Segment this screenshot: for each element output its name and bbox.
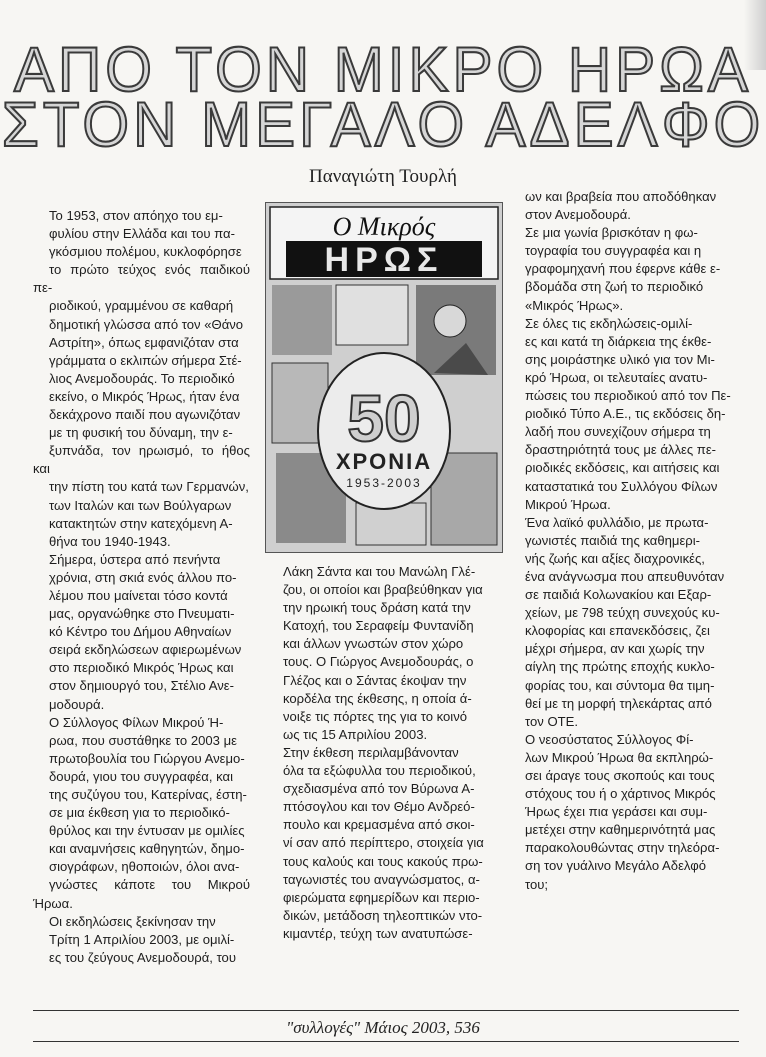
text-line: στον Ανεμοδουρά.	[525, 207, 631, 223]
text-line: εκείνο, ο Μικρός Ήρως, ήταν ένα	[49, 388, 240, 404]
text-line: στο περιοδικό Μικρός Ήρως και	[49, 660, 234, 676]
paragraph	[509, 514, 737, 731]
text-line: δραστηριότητά τους με άλλες πε-	[525, 442, 717, 458]
text-line: φιερώματα εφημερίδων και περιο-	[283, 889, 480, 905]
text-line: Τρίτη 1 Απριλίου 2003, με ομιλί-	[49, 931, 235, 947]
text-line: σε παιδιά Κολωνακίου και Εξαρ-	[525, 587, 712, 603]
article-column-right	[509, 188, 737, 894]
text-line: ριοδικές εκδόσεις, και αιτήσεις και	[525, 460, 720, 476]
cover-badge-text: ΧΡΟΝΙΑ	[335, 449, 433, 474]
text-line: το πρώτο τεύχος ενός παιδικού πε-	[33, 262, 250, 296]
text-line: της συζύγου του, Κατερίνας, έστη-	[49, 787, 247, 802]
text-line: πουλο και κρεμασμένα από σκοι-	[283, 817, 475, 833]
text-line: θεί με τη μορφή τηλεκάρτας από	[525, 695, 712, 711]
text-line: και άλλων γνωστών στον χώρο	[283, 636, 464, 652]
text-line: λιος Ανεμοδουράς. Το περιοδικό	[49, 370, 235, 386]
text-line: σιογράφων, ηθοποιών, όλοι ανα-	[49, 859, 240, 875]
text-line: λων Μικρού Ήρωα θα εκπληρώ-	[525, 749, 714, 765]
text-line: μοδουρά.	[49, 696, 105, 712]
text-line: πώσεις του περιοδικού από τον Πε-	[525, 388, 731, 404]
text-line: Οι εκδηλώσεις ξεκίνησαν την	[49, 913, 216, 929]
text-line: γωνιστές παιδιά της καθημερι-	[525, 532, 701, 548]
text-line: την ηρωική τους δράση κατά την	[283, 600, 471, 616]
page-footer: "συλλογές" Μάιος 2003, 536	[286, 1018, 480, 1037]
text-line: νής ζωής και αξίες διαχρονικές,	[525, 550, 705, 566]
text-line: κρό Ήρωα, οι τελευταίες ανατυ-	[525, 369, 708, 385]
text-line: Μικρού Ήρωα.	[525, 496, 611, 512]
text-line: Σε όλες τις εκδηλώσεις-ομιλί-	[525, 315, 693, 331]
text-line: Γλέζος και ο Σάντας έκοψαν την	[283, 672, 467, 688]
text-line: λέμου που μαίνεται τόσο κοντά	[49, 587, 228, 603]
text-line: Στην έκθεση περιλαμβάνονταν	[283, 744, 459, 760]
magazine-cover-image	[265, 202, 503, 553]
text-line: γνώστες κάποτε του Μικρού Ήρωα.	[33, 877, 250, 911]
text-line: Αστρίτη», όπως εμφανιζόταν στα	[49, 334, 239, 350]
text-line: πτόσογλου και τον Θέμο Ανδρεό-	[283, 799, 475, 815]
paragraph	[509, 224, 737, 314]
text-line: γράμματα ο εκλιπών σήμερα Στέ-	[49, 352, 242, 368]
text-line: νοιξε τις πόρτες της για το κοινό	[283, 708, 468, 724]
text-line: νί σαν από περίπτερο, στοιχεία για	[283, 835, 484, 851]
text-line: τους καλούς και τους κακούς πρω-	[283, 853, 483, 869]
text-line: χείων, με 798 τεύχη συνεχούς κυ-	[525, 605, 720, 621]
text-line: Ο νεοσύστατος Σύλλογος Φί-	[525, 731, 694, 747]
text-line: θήνα του 1940-1943.	[49, 533, 171, 549]
text-line: σε μια έκθεση για το περιοδικό-	[49, 805, 230, 821]
text-line: παρακολουθώντας στην τηλεόρα-	[525, 840, 720, 856]
text-line: Λάκη Σάντα και του Μανώλη Γλέ-	[283, 564, 476, 579]
article-title-line-2: ΣΤΟΝ ΜΕΓΑΛΟ ΑΔΕΛΦΟ	[1, 89, 765, 160]
text-line: γκόσμιου πολέμου, κυκλοφόρησε	[49, 244, 242, 260]
paragraph	[267, 744, 501, 943]
paragraph	[267, 563, 501, 744]
cover-title-text: Ο Μικρός	[332, 212, 436, 241]
article-title-line-1: ΑΠΟ ΤΟΝ ΜΙΚΡΟ ΗΡΩΑ	[13, 34, 753, 105]
footer-rule-bottom	[33, 1041, 739, 1042]
article-column-left	[33, 207, 250, 967]
paragraph	[33, 207, 250, 551]
text-line: πρωτοβουλία του Γιώργου Ανεμο-	[49, 750, 245, 766]
cover-illustration	[266, 203, 502, 552]
text-line: ταγωνιστές του αναγνώσματος, α-	[283, 871, 480, 887]
text-line: δουρά, γιου του συγγραφέα, και	[49, 768, 234, 784]
text-line: κλοφορίας και επανεκδόσεις, ζει	[525, 623, 710, 639]
article-author: Παναγιώτη Τουρλή	[309, 166, 457, 187]
text-line: μέχρι σήμερα, αν και χωρίς την	[525, 641, 705, 657]
text-line: ξυπνάδα, τον ηρωισμό, το ήθος και	[33, 443, 250, 477]
text-line: Το 1953, στον απόηχο του εμ-	[49, 208, 223, 223]
text-line: στον δημιουργό του, Στέλιο Ανε-	[49, 678, 234, 694]
text-line: τον ΟΤΕ.	[525, 713, 579, 729]
paragraph	[509, 731, 737, 894]
cover-badge-years: 1953-2003	[346, 476, 422, 490]
text-line: φορίας του, και σύντομα θα τιμη-	[525, 677, 715, 693]
article-column-middle	[267, 563, 501, 943]
text-line: Σε μια γωνία βρισκόταν η φω-	[525, 225, 698, 241]
text-line: γραφομηχανή που έφερνε κάθε ε-	[525, 261, 721, 277]
text-line: Σήμερα, ύστερα από πενήντα	[49, 551, 221, 567]
text-line: ες του ζεύγους Ανεμοδουρά, του	[49, 949, 237, 965]
text-line: Ένα λαϊκό φυλλάδιο, με πρωτα-	[525, 514, 709, 530]
text-line: δημοτική γλώσσα από τον «Θάνο	[49, 316, 244, 332]
text-line: σειρά εκδηλώσεων αφιερωμένων	[49, 642, 242, 658]
text-line: Ο Σύλλογος Φίλων Μικρού Ή-	[49, 714, 224, 730]
paragraph	[509, 188, 737, 224]
paragraph	[33, 551, 250, 714]
text-line: στόχους του ή ο χάρτινος Μικρός	[525, 786, 716, 802]
text-line: σης μοιράστηκε υλικό για τον Μι-	[525, 351, 715, 367]
text-line: τογραφία του συγγραφέα και η	[525, 243, 702, 259]
text-line: ως τις 15 Απριλίου 2003.	[283, 726, 428, 742]
text-line: κιμαντέρ, τεύχη των ανατυπώσε-	[283, 925, 473, 941]
text-line: Κατοχή, του Σεραφείμ Φυντανίδη	[283, 618, 474, 634]
text-line: ριοδικό Τύπο Α.Ε., τις εκδόσεις δη-	[525, 406, 726, 422]
text-line: την πίστη του κατά των Γερμανών,	[49, 479, 249, 495]
text-line: κορδέλα της έκθεσης, η οποία ά-	[283, 690, 472, 706]
text-line: κατακτητών στην κατεχόμενη Α-	[49, 515, 233, 531]
text-line: ένα ανάγνωσμα που απευθυνόταν	[525, 568, 725, 584]
text-line: ζου, οι οποίοι και βραβεύθηκαν για	[283, 582, 483, 598]
text-line: ων και βραβεία που αποδόθηκαν	[525, 189, 717, 204]
text-line: καταστατικά του Συλλόγου Φίλων	[525, 478, 718, 494]
text-line: με τη φυσική του δύναμη, την ε-	[49, 425, 233, 441]
paragraph	[509, 315, 737, 514]
text-line: μετέχει στην καθημερινότητά μας	[525, 822, 716, 838]
text-line: φυλίου στην Ελλάδα και του πα-	[49, 226, 235, 242]
paragraph	[33, 714, 250, 913]
text-line: και αναμνήσεις καθηγητών, δημο-	[49, 841, 245, 857]
text-line: χρόνια, στη σκιά ενός άλλου πο-	[49, 569, 237, 585]
text-line: θρύλος και την έντυσαν με ομιλίες	[49, 823, 245, 839]
paragraph	[33, 913, 250, 967]
text-line: μας, οργανώθηκε στο Πνευματι-	[49, 606, 235, 622]
text-line: σει άραγε τους σκοπούς και τους	[525, 768, 715, 783]
text-line: σχεδιασμένα από τον Βύρωνα Α-	[283, 781, 475, 797]
text-line: όλα τα εξώφυλλα του περιοδικού,	[283, 763, 476, 779]
cover-badge-number: 50	[347, 381, 421, 455]
text-line: ες και κατά τη διάρκεια της έκθε-	[525, 333, 712, 349]
text-line: «Μικρός Ήρως».	[525, 297, 624, 313]
text-line: των Ιταλών και των Βούλγαρων	[49, 497, 232, 513]
text-line: ριοδικού, γραμμένου σε καθαρή	[49, 298, 234, 314]
text-line: δικών, μετάδοση τηλεοπτικών ντο-	[283, 907, 483, 923]
text-line: αίγλη της πρώτης εποχής κυκλο-	[525, 659, 715, 675]
text-line: λαδή που συνεχίζουν σήμερα τη	[525, 424, 711, 440]
text-line: δεκάχρονο παιδί που αγωνιζόταν	[49, 407, 241, 423]
text-line: του;	[525, 876, 549, 892]
footer-rule-top	[33, 1010, 739, 1011]
text-line: τους. Ο Γιώργος Ανεμοδουράς, ο	[283, 654, 474, 670]
text-line: βδομάδα στη ζωή το περιοδικό	[525, 279, 704, 295]
text-line: κό Κέντρο του Δήμου Αθηναίων	[49, 624, 232, 640]
text-line: ρωα, που συστάθηκε το 2003 με	[49, 732, 237, 748]
text-line: ση τον γυάλινο Μεγάλο Αδελφό	[525, 858, 707, 874]
text-line: Ήρως έχει πια γεράσει και συμ-	[525, 804, 708, 820]
svg-text:ΗΡΩΣ: ΗΡΩΣ	[324, 241, 444, 279]
